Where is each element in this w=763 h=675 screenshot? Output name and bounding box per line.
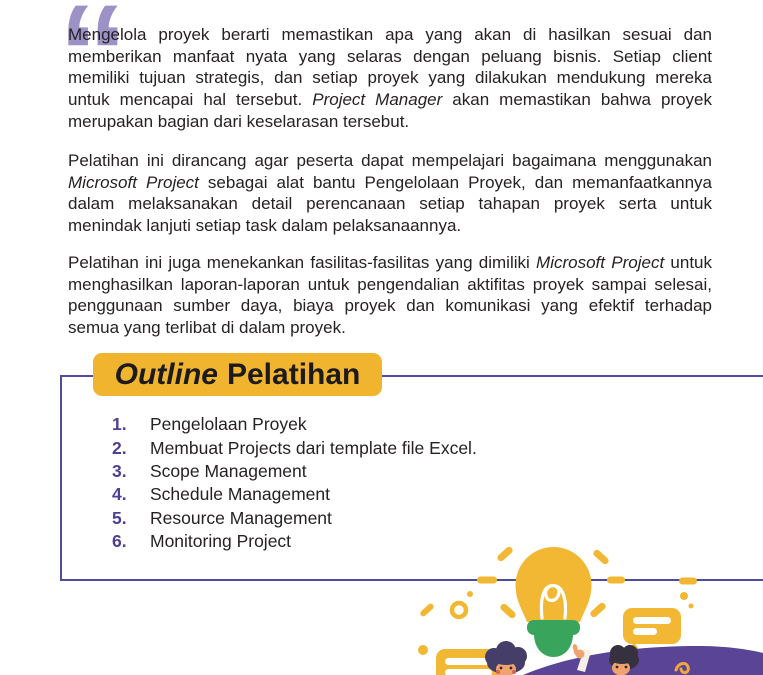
item-label: Schedule Management: [150, 484, 330, 505]
outline-heading-word-italic: Outline: [114, 357, 218, 391]
item-label: Membuat Projects dari template file Excel.: [150, 437, 477, 458]
outline-list-item: [112, 507, 477, 530]
item-number: 3.: [112, 460, 127, 481]
item-number: 5.: [112, 507, 127, 528]
item-label: Resource Management: [150, 507, 332, 528]
outline-heading-word: Pelatihan: [226, 357, 361, 391]
item-label: Pengelolaan Proyek: [150, 414, 307, 435]
item-label: Scope Management: [150, 460, 307, 481]
intro-paragraph-2: Pelatihan ini dirancang agar peserta dapat mempelajari bagaimana menggunakan Microsoft Project sebagai alat bantu Pengelolaan Proyek, dan memanfaatkannya dalam melaksanakan detail perencanaan setiap tahapan proyek serta untuk menindak lanjuti setiap task dalam pelaksanaannya.: [68, 151, 713, 236]
idea-illustration: [400, 540, 763, 675]
person-left: [485, 641, 527, 675]
lightbulb-icon: [516, 547, 592, 657]
outline-list-item: [112, 483, 477, 506]
intro-paragraph-1: Mengelola proyek berarti memastikan apa yang akan di hasilkan sesuai dan memberikan manfaat nyata yang selaras dengan peluang bisnis. Setiap client memiliki tujuan strategis, dan setiap proyek yang dilakukan mendukung mereka untuk mencapai hal tersebut. Project Manager akan memastikan bahwa proyek merupakan bagian dari keselarasan tersebut.: [68, 25, 712, 131]
outline-list-item: [112, 436, 477, 459]
item-number: 6.: [112, 531, 127, 552]
item-label: Monitoring Project: [150, 531, 292, 552]
outline-list: [112, 413, 477, 553]
item-number: 1.: [112, 414, 127, 435]
bulb-base-icon: [527, 620, 580, 657]
opening-quote-icon: “: [58, 0, 124, 132]
intro-paragraph-3: Pelatihan ini juga menekankan fasilitas-fasilitas yang dimiliki Microsoft Project untuk menghasilkan laporan-laporan untuk pengendalian aktifitas proyek sampai selesai, penggunaan sumber daya, biaya proyek dan komunikasi yang efektif terhadap semua yang terlibat di dalam proyek.: [68, 253, 713, 338]
outline-list-item: [112, 460, 477, 483]
item-number: 2.: [112, 437, 127, 458]
outline-heading-badge: [93, 353, 382, 396]
outline-list-item: [112, 413, 477, 436]
item-number: 4.: [112, 484, 127, 505]
